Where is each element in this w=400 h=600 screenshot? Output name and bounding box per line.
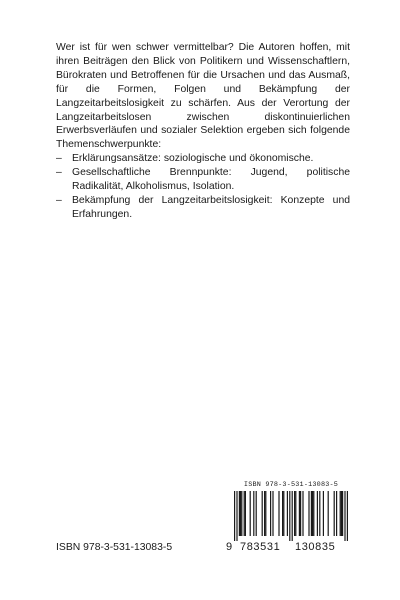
ean13-barcode (234, 491, 348, 541)
barcode-bar (278, 491, 279, 536)
barcode-bar (244, 491, 245, 536)
barcode-bar (312, 491, 313, 536)
barcode-digit-first: 9 (226, 541, 233, 553)
topic-text: Gesellschaftliche Brennpunkte: Jugend, politische Radikalität, Alkoholismus, Isolation. (72, 167, 350, 193)
barcode-guard-bar (344, 491, 345, 541)
barcode-bar (250, 491, 251, 536)
barcode-bar (253, 491, 254, 536)
topic-item (56, 152, 350, 166)
barcode-bar (287, 491, 288, 536)
isbn-text: ISBN 978-3-531-13083-5 (56, 542, 173, 553)
barcode-isbn-label: ISBN 978-3-531-13083-5 (243, 481, 339, 489)
dash-bullet: – (56, 167, 62, 179)
topic-item (56, 194, 350, 222)
back-cover-blurb (56, 41, 350, 222)
topic-list (56, 152, 350, 222)
topic-item (56, 166, 350, 194)
barcode-bar (282, 491, 283, 536)
barcode-bar (341, 491, 342, 536)
blurb-paragraph: Wer ist für wen schwer vermittelbar? Die Autoren hoffen, mit ihren Beiträgen den Blick von Politikern und Wissenschaftlern, Bürokraten und Betroffenen für die Ursachen und das Ausmaß, für die Formen, Folgen und Bekämpfung der Langzeitarbeitslosigkeit zu schärfen. Aus der Verortung der Langzeitarbeitslosen zwischen diskontinuierlichen Erwerbsverläufen und sozialer Selektion ergeben sich folgende Themenschwerpunkte: (56, 42, 350, 151)
barcode-bar (308, 491, 309, 536)
barcode-bar (311, 491, 312, 536)
barcode-bar (240, 491, 241, 536)
barcode-bar (294, 491, 295, 536)
barcode-bar (323, 491, 324, 536)
barcode-bar (319, 491, 320, 536)
barcode-bar (256, 491, 257, 536)
barcode-bar (283, 491, 284, 536)
barcode-bar (300, 491, 301, 536)
barcode-bar (270, 491, 271, 536)
barcode-bar (245, 491, 246, 536)
topic-text: Bekämpfung der Langzeitarbeitslosigkeit: Konzepte und Erfahrungen. (72, 194, 350, 220)
barcode-bar (241, 491, 242, 536)
topic-text: Erklärungsansätze: soziologische und ökonomische. (72, 153, 314, 165)
barcode-guard-bar (289, 491, 290, 541)
barcode-guard-bar (292, 491, 293, 541)
barcode-guard-bar (236, 491, 237, 541)
barcode-bar (262, 491, 263, 536)
barcode-bar (334, 491, 335, 536)
barcode-bar (295, 491, 296, 536)
barcode-guard-bar (347, 491, 348, 541)
barcode-bar (264, 491, 265, 536)
barcode-bar (239, 491, 240, 536)
barcode-bar (265, 491, 266, 536)
barcode-bar (340, 491, 341, 536)
barcode-bar (313, 491, 314, 536)
barcode-block (226, 481, 356, 559)
barcode-bar (299, 491, 300, 536)
barcode-bar (317, 491, 318, 536)
barcode-bar (336, 491, 337, 536)
barcode-bar (272, 491, 273, 536)
dash-bullet: – (56, 153, 62, 165)
barcode-digits-left: 783531 (240, 541, 281, 553)
barcode-bar (342, 491, 343, 536)
barcode-guard-bar (234, 491, 235, 541)
barcode-bar (302, 491, 303, 536)
barcode-bar (328, 491, 329, 536)
barcode-digits-right: 130835 (295, 541, 336, 553)
dash-bullet: – (56, 194, 62, 206)
